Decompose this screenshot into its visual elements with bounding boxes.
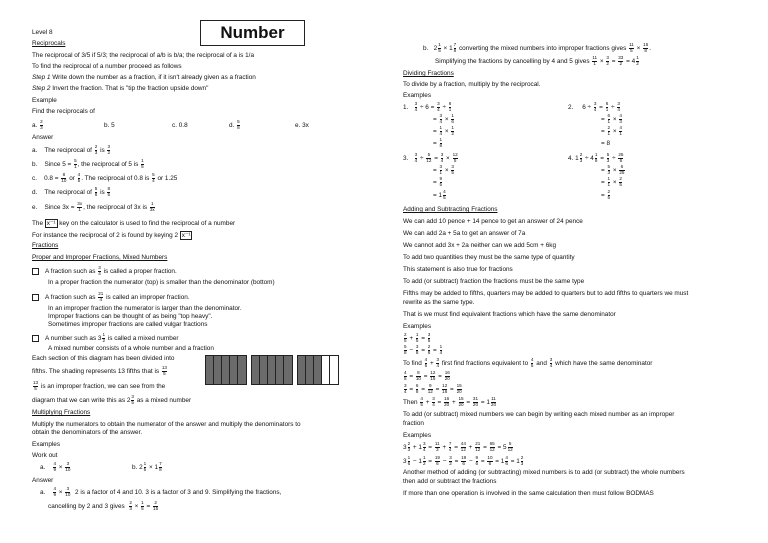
diagram-text-1: Each section of this diagram has been divided into — [32, 355, 175, 362]
work-out-label: Work out — [32, 452, 58, 459]
answer-label: Answer — [32, 134, 54, 141]
equivalent-quarters: $\frac{3}{4}$ = $\frac{6}{8}$ = $\frac{9}{12}$ = $\frac{12}{16}$ = $\frac{15}{20}$ — [404, 383, 462, 394]
add-line: We can add 2a + 5a to get an answer of 7a — [403, 230, 526, 237]
divide-example-1-step: = $\frac{3}{4}$ × $\frac{1}{6}$ — [433, 113, 454, 124]
step-1: Step 1 Write down the number as a fraction, if it isn't already given as a fraction — [32, 74, 256, 81]
bullet-proper-detail: In a proper fraction the numerator (top) is smaller than the denominator (bottom) — [48, 279, 275, 286]
mixed-text-1: To add (or subtract) mixed numbers we can begin by writing each mixed number as an improper — [403, 411, 675, 418]
add-line: rewrite as the same type. — [403, 299, 475, 306]
divide-example-4-step: = $\frac{1}{1}$ × $\frac{2}{5}$ — [601, 176, 622, 187]
divide-example-2-step: = $\frac{2}{1}$ × $\frac{4}{1}$ — [601, 125, 622, 136]
divide-example-3: 3. $\frac{3}{4}$ ÷ $\frac{5}{12}$ = $\frac{3}{4}$ × $\frac{12}{5}$ — [403, 152, 458, 163]
divide-example-2: 2. 6 ÷ $\frac{3}{4}$ = $\frac{6}{1}$ ÷ $\frac{3}{4}$ — [568, 101, 620, 112]
bullet-proper: A fraction such as $\frac{3}{4}$ is called a proper fraction. — [32, 266, 177, 277]
add-line: Fifths may be added to fifths, quarters may be added to quarters but to add fifths to quarters we must — [403, 290, 689, 297]
add-line: To add (or subtract) fraction the fractions must be the same type — [403, 278, 585, 285]
add-line: We can add 10 pence + 14 pence to get an answer of 24 pence — [403, 218, 583, 225]
bullet-improper-detail-2: Improper fractions can be thought of as being "top heavy". — [48, 313, 213, 320]
multiply-answer-a: a. $\frac{4}{9}$ × $\frac{3}{10}$ 2 is a factor of 4 and 10. 3 is a factor of 3 and 9. Simplifying the fractions, — [40, 486, 282, 497]
then-line: Then $\frac{4}{5}$ + $\frac{3}{4}$ = $\frac{16}{20}$ + $\frac{15}{20}$ = $\frac{31}{20}$ = 1 $\frac{11}{20}$ — [403, 396, 497, 407]
adding-heading: Adding and Subtracting Fractions — [403, 206, 498, 213]
divide-example-1-result: = $\frac{1}{8}$ — [433, 137, 443, 148]
bullet-improper: A fraction such as $\frac{21}{4}$ is called an improper fraction. — [32, 292, 190, 303]
step-2: Step 2 Invert the fraction. That is "tip the fraction upside down" — [32, 85, 209, 92]
diagram-text-3: $\frac{13}{5}$ is an improper fraction, we can see from the — [33, 380, 166, 391]
example-item-a: a. $\frac{2}{3}$ — [32, 119, 43, 130]
divide-example-4-step: = $\frac{5}{3}$ × $\frac{6}{25}$ — [601, 164, 625, 175]
multiplying-text-1: Multiply the numerators to obtain the numerator of the answer and multiply the denominators to — [32, 421, 301, 428]
example-item-b: b. 5 — [104, 122, 115, 129]
divide-example-3-result: = 1 $\frac{4}{5}$ — [433, 189, 446, 200]
recip-method: To find the reciprocal of a number proceed as follows — [32, 63, 182, 70]
multiply-example-b-simplify: Simplifying the fractions by cancelling by 4 and 5 gives $\frac{11}{1}$ × $\frac{3}{2}$ = $\frac{33}{2}$ = 4 $\frac{1}{2}$ — [435, 55, 639, 66]
diagram-bar-1 — [205, 355, 247, 385]
answer-e: e. Since 3x = $\frac{3x}{1}$ , the reciprocal of 3x is $\frac{1}{3x}$ — [32, 201, 155, 212]
add-example-1: $\frac{2}{5}$ + $\frac{1}{5}$ = $\frac{3}{5}$ — [404, 332, 431, 343]
add-example-2: $\frac{5}{8}$ − $\frac{3}{8}$ = $\frac{2}{8}$ = $\frac{1}{4}$ — [404, 344, 443, 355]
answer-a: a. The reciprocal of $\frac{2}{3}$ is $\frac{3}{2}$ — [32, 144, 111, 155]
another-method-1: Another method of adding (or subtracting) mixed numbers is to add (or subtract) the whole numbers — [403, 469, 685, 476]
add-line: To add two quantities they must be the same type of quantity — [403, 254, 575, 261]
proper-improper-heading: Proper and Improper Fractions, Mixed Numbers — [32, 254, 168, 261]
add-line: We cannot add 3x + 2a neither can we add 5cm + 6kg — [403, 242, 557, 249]
bullet-improper-detail-1: In an improper fraction the numerator is larger than the denominator. — [48, 305, 242, 312]
add-line: That is we must find equivalent fractions which have the same denominator — [403, 311, 616, 318]
example-item-e: e. 3x — [295, 122, 309, 129]
bodmas-note: If more than one operation is involved in the same calculation then must follow BODMAS — [403, 490, 654, 497]
divide-example-3-step: = $\frac{9}{5}$ — [433, 176, 443, 187]
multiply-example-b: b. 2 $\frac{1}{5}$ × 1 $\frac{7}{8}$ — [132, 461, 162, 472]
fractions-heading: Fractions — [32, 242, 59, 249]
multiply-example-b-working: b. 2 $\frac{1}{5}$ × 1 $\frac{7}{8}$ converting the mixed numbers into improper fractions gives $\frac{11}{5}$ × $\frac{15}{8}$ . — [423, 42, 652, 53]
multiply-example-a: a. $\frac{4}{9}$ × $\frac{3}{10}$ — [40, 461, 71, 472]
multiplying-text-2: obtain the denominators of the answer. — [32, 429, 143, 436]
diagram-text-4: diagram that we can write this as 2 $\frac{3}{5}$ as a mixed number — [32, 394, 192, 405]
divide-example-4-result: = $\frac{2}{5}$ — [601, 189, 611, 200]
add-line: This statement is also true for fractions — [403, 266, 513, 273]
multiply-answer-a-2: cancelling by 2 and 3 gives $\frac{2}{3}$ × $\frac{1}{5}$ = $\frac{2}{15}$ — [48, 500, 159, 511]
multiplying-heading: Multiplying Fractions — [32, 409, 91, 416]
mixed-examples-label: Examples — [403, 432, 432, 439]
answer-d: d. The reciprocal of $\frac{5}{8}$ is $\frac{8}{5}$ — [32, 186, 111, 197]
answer-b: b. Since 5 = $\frac{5}{1}$ , the reciprocal of 5 is $\frac{1}{5}$ — [32, 158, 144, 169]
mixed-example-1: 3 $\frac{2}{3}$ + 1 $\frac{3}{4}$ = $\frac{11}{3}$ + $\frac{7}{4}$ = $\frac{44}{12}$ + $\frac{21}{12}$ = $\frac{65}{12}$ = 5 $\frac{5}{12}$ — [403, 441, 513, 452]
checkbox-icon — [32, 268, 39, 275]
multiplying-examples-label: Examples — [32, 441, 61, 448]
divide-example-4: 4. 1 $\frac{2}{3}$ ÷ 4 $\frac{1}{6}$ = $\frac{5}{3}$ ÷ $\frac{25}{6}$ — [568, 152, 624, 163]
divide-example-1-step: = $\frac{1}{4}$ × $\frac{1}{2}$ — [433, 125, 454, 136]
diagram-bar-2 — [251, 355, 293, 385]
checkbox-icon — [32, 335, 39, 342]
dividing-heading: Dividing Fractions — [403, 70, 454, 77]
reciprocals-heading: Reciprocals — [32, 40, 66, 47]
equivalent-fifths: $\frac{4}{5}$ = $\frac{8}{10}$ = $\frac{12}{15}$ = $\frac{16}{20}$ — [404, 370, 450, 381]
diagram-bar-3 — [297, 355, 339, 385]
example-label: Example — [32, 97, 57, 104]
recip-definition: The reciprocal of 3/5 if 5/3; the reciprocal of a/b is b/a; the reciprocal of a is 1/a — [32, 52, 255, 59]
multiply-answer-label: Answer — [32, 477, 54, 484]
divide-example-2-step: = $\frac{6}{1}$ × $\frac{4}{3}$ — [601, 113, 622, 124]
diagram-text-2: fifths. The shading represents 13 fifths that is $\frac{13}{5}$ — [32, 365, 167, 376]
level-label: Level 8 — [32, 29, 53, 36]
divide-example-3-step: = $\frac{3}{1}$ × $\frac{3}{5}$ — [433, 164, 454, 175]
reciprocal-key-text: The x⁻¹ key on the calculator is used to find the reciprocal of a number — [32, 220, 236, 227]
checkbox-icon — [32, 294, 39, 301]
page-title: Number — [200, 20, 305, 46]
example-item-d: d. $\frac{5}{8}$ — [229, 119, 240, 130]
reciprocal-key-2: x⁻¹ — [181, 232, 191, 239]
divide-example-2-result: = 8 — [601, 140, 611, 147]
mixed-example-2: 3 $\frac{1}{6}$ − 1 $\frac{1}{2}$ = $\frac{19}{6}$ − $\frac{3}{2}$ = $\frac{19}{6}$ − $\frac{9}{6}$ = $\frac{10}{6}$ = 1 $\frac{4}{6}$ = 1 $\frac{2}{3}$ — [403, 455, 524, 466]
bullet-mixed: A number such as 3 $\frac{1}{2}$ is called a mixed number — [32, 333, 179, 344]
divide-example-1: 1. $\frac{3}{4}$ ÷ 6 = $\frac{3}{4}$ ÷ $\frac{6}{1}$ — [403, 101, 452, 112]
answer-c: c. 0.8 = $\frac{8}{10}$ or $\frac{4}{5}$ . The reciprocal of 0.8 is $\frac{5}{4}$ or 1.25 — [32, 172, 178, 183]
find-reciprocals: Find the reciprocals of — [32, 108, 95, 115]
bullet-mixed-detail: A mixed number consists of a whole number and a fraction — [48, 345, 214, 352]
reciprocal-key-example: For instance the reciprocal of 2 is found by keying 2 x⁻¹ — [32, 232, 191, 239]
another-method-2: then add or subtract the fractions — [403, 478, 497, 485]
reciprocal-key: x⁻¹ — [46, 220, 56, 227]
dividing-text: To divide by a fraction, multiply by the reciprocal. — [403, 81, 541, 88]
to-find-line: To find $\frac{4}{5}$ + $\frac{3}{4}$ first find fractions equivalent to $\frac{4}{5}$ and $\frac{3}{4}$ which have the same denominator — [403, 357, 653, 368]
example-item-c: c. 0.8 — [172, 122, 188, 129]
dividing-examples-label: Examples — [403, 92, 432, 99]
adding-examples-label: Examples — [403, 323, 432, 330]
bullet-improper-detail-3: Sometimes improper fractions are called vulgar fractions — [48, 321, 208, 328]
mixed-text-2: fraction — [403, 420, 424, 427]
